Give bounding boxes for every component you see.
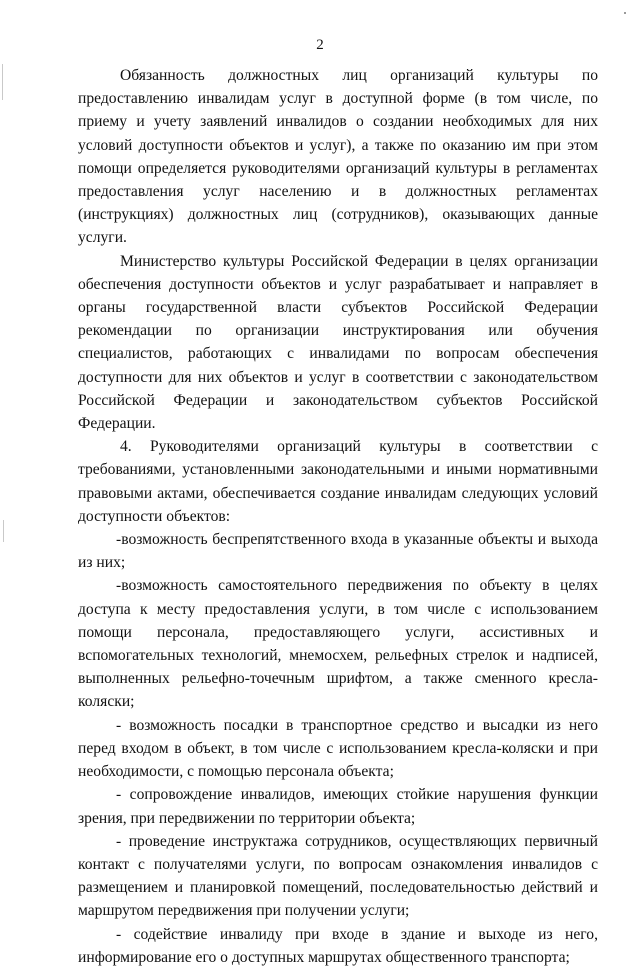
scan-edge-mark bbox=[2, 64, 3, 100]
paragraph-accessibility-conditions: 4. Руководителями организаций культуры в соответствии с требованиями, установленными законодательными и иными нормативными правовыми актами, обеспечивается создание инвалидам следующих условий доступности объектов: bbox=[78, 438, 598, 525]
paragraph-ministry-recommendations: Министерство культуры Российской Федерации в целях организации обеспечения доступности объектов и услуг разрабатывает и направляет в органы государственной власти субъектов Российской Федерации рекомендации по организации инструктирования или обучения специалистов, работающих с инвалидами по вопросам обеспечения доступности для них объектов и услуг в соответствии с законодательством Российской Федерации и законодательством субъектов Российской Федерации. bbox=[78, 252, 598, 433]
scan-edge-mark bbox=[3, 520, 4, 542]
list-item-entry-exit: -возможность беспрепятственного входа в указанные объекты и выхода из них; bbox=[78, 531, 598, 572]
list-item-independent-movement: -возможность самостоятельного передвижения по объекту в целях доступа к месту предоставления услуги, в том числе с использованием помощи персонала, предоставляющего услуги, ассистивных и вспомогательных технологий, мнемосхем, рельефных стрелок и надписей, выполненных рельефно-точечным шрифтом, а также сменного кресла-коляски; bbox=[78, 577, 598, 711]
scan-dot-mark bbox=[624, 12, 626, 14]
paragraph-staff-duties: Обязанность должностных лиц организаций культуры по предоставлению инвалидам услуг в доступной форме (в том числе, по приему и учету заявлений инвалидов о создании необходимых для них условий доступности объектов и услуг), а также по оказанию им при этом помощи определяется руководителями организаций культуры в регламентах предоставления услуг населению и в должностных регламентах (инструкциях) должностных лиц (сотрудников), оказывающих данные услуги. bbox=[78, 67, 598, 247]
page-number: 2 bbox=[316, 37, 324, 53]
list-item-transport-info: - содействие инвалиду при входе в здание и выходе из него, информирование его о доступных маршрутах общественного транспорта; bbox=[78, 925, 598, 966]
document-body bbox=[78, 64, 598, 969]
list-item-vehicle-boarding: - возможность посадки в транспортное средство и высадки из него перед входом в объект, в том числе с использованием кресла-коляски и при необходимости, с помощью персонала объекта; bbox=[78, 716, 598, 781]
list-item-vision-escort: - сопровождение инвалидов, имеющих стойкие нарушения функции зрения, при передвижении по территории объекта; bbox=[78, 786, 598, 827]
list-item-staff-briefing: - проведение инструктажа сотрудников, осуществляющих первичный контакт с получателями услуги, по вопросам ознакомления инвалидов с размещением и планировкой помещений, последовательностью действий и маршрутом передвижения при получении услуги; bbox=[78, 832, 598, 920]
